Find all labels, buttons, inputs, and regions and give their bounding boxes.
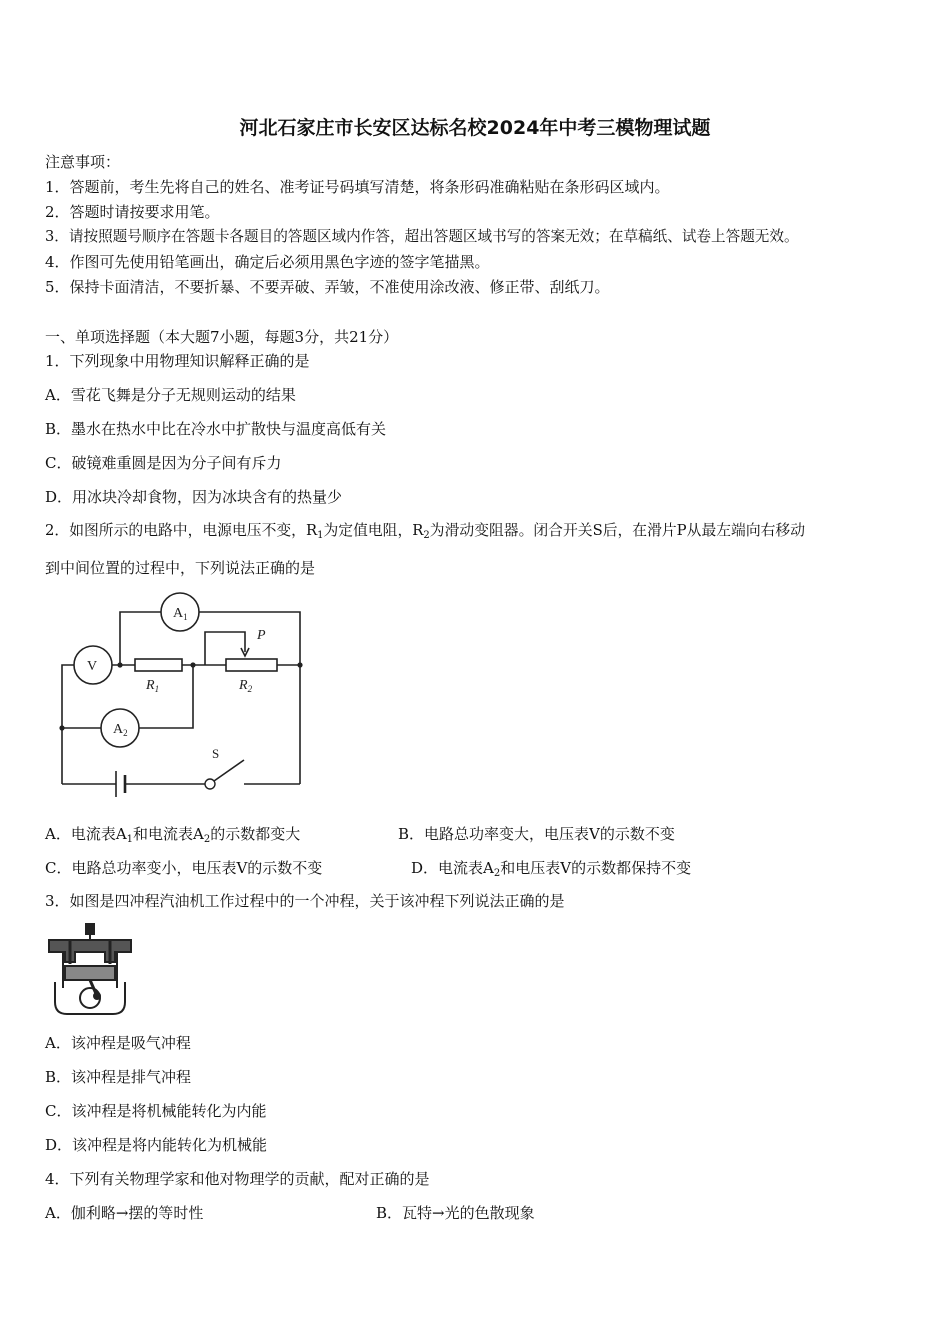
ammeter-a1-label: $A_1$ <box>173 606 188 622</box>
q2-stem-line1: 2．如图所示的电路中，电源电压不变，$R_1$为定值电阻，$R_2$为滑动变阻器。闭合开关S后，在滑片P从最左端向右移动 <box>45 522 806 541</box>
resistor-r2-label: $R_2$ <box>239 678 253 694</box>
q2-stem-line2: 到中间位置的过程中，下列说法正确的是 <box>45 559 316 577</box>
notice-item-5: 5．保持卡面清洁，不要折暴、不要弄破、弄皱，不准使用涂改液、修正带、刮纸刀。 <box>45 278 610 296</box>
q1-option-c: C．破镜难重圆是因为分子间有斥力 <box>45 454 282 472</box>
q4-option-b: B．瓦特→光的色散现象 <box>376 1204 535 1222</box>
page-title: 河北石家庄市长安区达标名校2024年中考三模物理试题 <box>239 117 711 139</box>
q2-option-a: A．电流表$A_1$和电流表$A_2$的示数都变大 <box>45 825 301 845</box>
q3-option-b: B．该冲程是排气冲程 <box>45 1068 192 1086</box>
q3-option-d: D．该冲程是将内能转化为机械能 <box>45 1136 268 1154</box>
q1-option-a: A．雪花飞舞是分子无规则运动的结果 <box>45 386 296 404</box>
q3-option-a: A．该冲程是吸气冲程 <box>45 1034 191 1052</box>
q2-option-d: D．电流表$A_2$和电压表V的示数都保持不变 <box>411 859 692 879</box>
q1-option-d: D．用冰块冷却食物，因为冰块含有的热量少 <box>45 488 343 506</box>
circuit-diagram <box>55 588 310 810</box>
section-heading: 一、单项选择题（本大题7小题，每题3分，共21分） <box>45 328 399 346</box>
q2-option-b: B．电路总功率变大，电压表V的示数不变 <box>398 825 675 843</box>
slider-p-label: P <box>257 628 266 643</box>
q1-stem: 1．下列现象中用物理知识解释正确的是 <box>45 352 310 370</box>
q2-option-c: C．电路总功率变小，电压表V的示数不变 <box>45 859 323 877</box>
notice-item-1: 1．答题前，考生先将自己的姓名、准考证号码填写清楚，将条形码准确粘贴在条形码区域内。 <box>45 178 670 196</box>
notice-item-3: 3．请按照题号顺序在答题卡各题目的答题区域内作答，超出答题区域书写的答案无效；在草稿纸、试卷上答题无效。 <box>45 228 799 245</box>
engine-cylinder-diagram <box>45 922 135 1017</box>
voltmeter-label: V <box>87 659 98 674</box>
q4-stem: 4．下列有关物理学家和他对物理学的贡献，配对正确的是 <box>45 1170 430 1188</box>
q1-option-b: B．墨水在热水中比在冷水中扩散快与温度高低有关 <box>45 420 387 438</box>
q3-stem: 3．如图是四冲程汽油机工作过程中的一个冲程，关于该冲程下列说法正确的是 <box>45 892 565 910</box>
switch-s-label: S <box>212 746 220 761</box>
q4-option-a: A．伽利略→摆的等时性 <box>45 1204 204 1222</box>
q3-option-c: C．该冲程是将机械能转化为内能 <box>45 1102 267 1120</box>
notice-item-2: 2．答题时请按要求用笔。 <box>45 203 220 221</box>
resistor-r1-label: $R_1$ <box>146 678 160 694</box>
ammeter-a2-label: $A_2$ <box>113 722 128 738</box>
notice-heading: 注意事项： <box>45 153 121 171</box>
notice-item-4: 4．作图可先使用铅笔画出，确定后必须用黑色字迹的签字笔描黑。 <box>45 253 490 271</box>
